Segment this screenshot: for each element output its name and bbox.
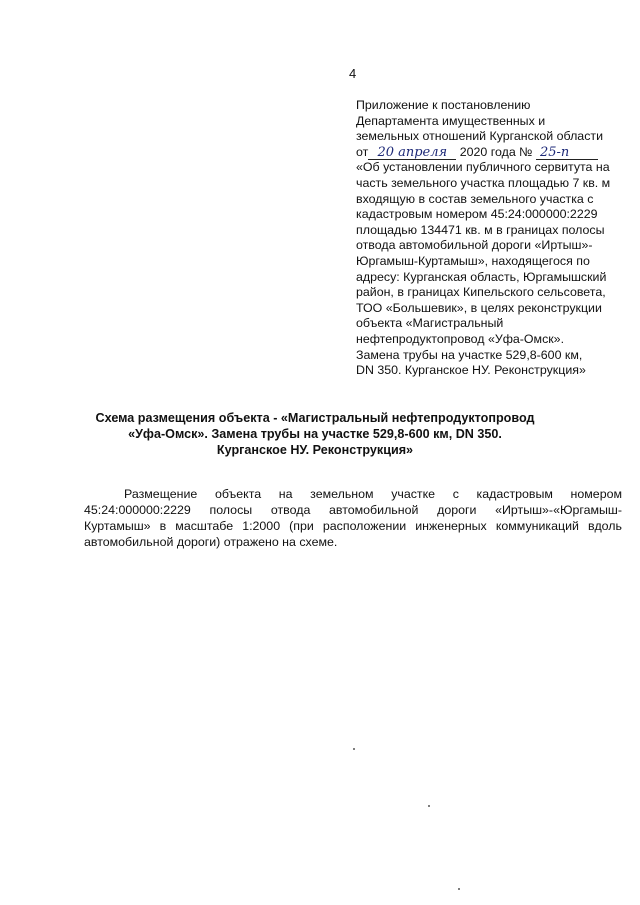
date-field	[368, 146, 456, 160]
document-title	[80, 410, 550, 458]
scan-speck	[458, 888, 460, 890]
appendix-line: нефтепродуктопровод «Уфа-Омск».	[356, 331, 565, 346]
appendix-line: Замена трубы на участке 529,8-600 км,	[356, 347, 583, 362]
appendix-line: объекта «Магистральный	[356, 316, 504, 331]
appendix-line: «Об установлении публичного сервитута на	[356, 160, 610, 175]
appendix-line: Приложение к постановлению	[356, 98, 531, 112]
appendix-block	[356, 98, 626, 379]
appendix-line: ТОО «Большевик», в целях реконструкции	[356, 300, 602, 315]
appendix-date-line	[356, 145, 626, 161]
year-text: 2020 года №	[459, 144, 533, 159]
appendix-line: Юргамыш-Куртамыш», находящегося по	[356, 253, 590, 268]
title-line: «Уфа-Омск». Замена трубы на участке 529,8-600 км, DN 350.	[128, 427, 502, 441]
appendix-line: площадью 134471 кв. м в границах полосы	[356, 222, 605, 237]
body-line: 45:24:000000:2229 полосы отвода автомобильной дороги «Иртыш»-«Юргамыш-	[84, 503, 622, 517]
appendix-line: Департамента имущественных и	[356, 113, 546, 128]
appendix-line: входящую в состав земельного участка с	[356, 191, 594, 206]
appendix-line: DN 350. Курганское НУ. Реконструкция»	[356, 363, 586, 378]
appendix-line: адресу: Курганская область, Юргамышский	[356, 269, 607, 284]
title-line: Курганское НУ. Реконструкция»	[216, 443, 414, 457]
appendix-line: часть земельного участка площадью 7 кв. м	[356, 175, 611, 190]
body-line: автомобильной дороги) отражено на схеме.	[84, 535, 338, 549]
title-line: Схема размещения объекта - «Магистральный нефтепродуктопровод	[95, 411, 535, 425]
date-prefix: от	[356, 144, 369, 159]
page-number: 4	[349, 66, 357, 81]
body-paragraph	[84, 486, 622, 550]
appendix-line: земельных отношений Курганской области	[356, 129, 603, 144]
body-line: Размещение объекта на земельном участке с кадастровым номером	[124, 487, 622, 501]
handwritten-date: 20 апреля	[377, 144, 448, 160]
scan-speck	[428, 805, 430, 807]
appendix-line: отвода автомобильной дороги «Иртыш»-	[356, 238, 593, 253]
body-line: Куртамыш» в масштабе 1:2000 (при расположении инженерных коммуникаций вдоль	[84, 519, 622, 533]
appendix-line: кадастровым номером 45:24:000000:2229	[356, 207, 598, 222]
appendix-line: район, в границах Кипельского сельсовета,	[356, 285, 606, 300]
number-field	[536, 146, 598, 160]
handwritten-number: 25-п	[539, 144, 570, 160]
scan-speck	[353, 748, 355, 750]
